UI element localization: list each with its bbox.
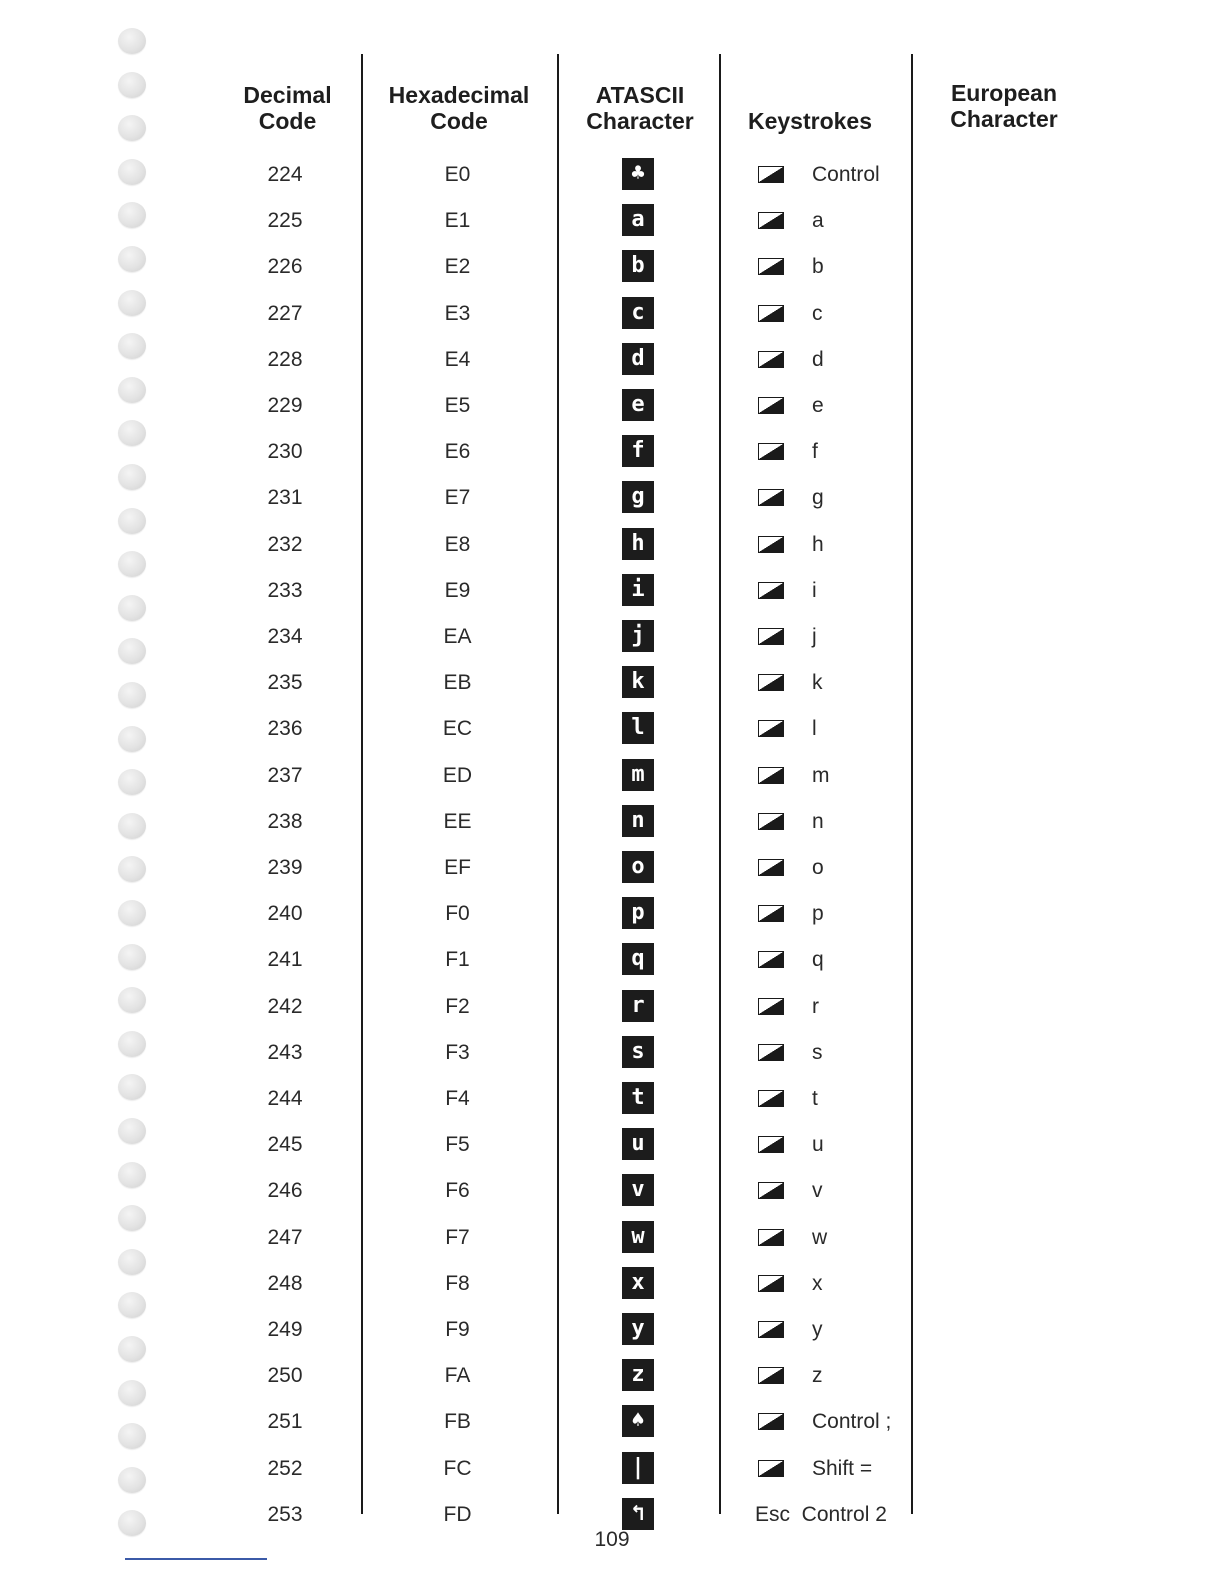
control-key-icon bbox=[758, 536, 784, 553]
atascii-inverse-glyph: m bbox=[622, 759, 654, 791]
hex-code-cell: E2 bbox=[444, 255, 471, 279]
header-atascii-character bbox=[572, 82, 708, 134]
control-key-icon bbox=[758, 397, 784, 414]
control-key-icon bbox=[758, 674, 784, 691]
table-row bbox=[0, 530, 1224, 560]
control-key-icon bbox=[758, 1321, 784, 1338]
decimal-code-cell: 227 bbox=[267, 301, 303, 325]
atascii-inverse-glyph: ↰ bbox=[622, 1498, 654, 1530]
control-key-icon bbox=[758, 443, 784, 460]
keystroke-cell: c bbox=[812, 301, 823, 325]
atascii-inverse-glyph: ♠ bbox=[622, 1405, 654, 1437]
keystroke-cell: Control ; bbox=[812, 1410, 892, 1434]
table-row bbox=[0, 1223, 1224, 1253]
hex-code-cell: E5 bbox=[444, 394, 471, 417]
hex-code-cell: E1 bbox=[444, 209, 471, 233]
decimal-code-cell: 239 bbox=[267, 856, 303, 879]
table-row bbox=[0, 252, 1224, 282]
hex-code-cell: ED bbox=[442, 763, 473, 787]
table-row bbox=[0, 345, 1224, 375]
keystroke-cell: s bbox=[812, 1040, 823, 1064]
header-atascii-line1: ATASCII bbox=[595, 82, 685, 108]
binding-hole bbox=[118, 72, 146, 98]
hex-code-cell: E8 bbox=[444, 532, 471, 556]
table-row bbox=[0, 1315, 1224, 1345]
keystroke-cell: Shift = bbox=[812, 1456, 873, 1480]
hex-code-cell: EA bbox=[443, 625, 472, 648]
atascii-inverse-glyph: ♣ bbox=[622, 158, 654, 190]
table-row bbox=[0, 1038, 1224, 1068]
decimal-code-cell: 249 bbox=[267, 1318, 303, 1341]
hex-code-cell: F0 bbox=[445, 902, 470, 926]
table-row bbox=[0, 1130, 1224, 1160]
table-row bbox=[0, 622, 1224, 652]
control-key-icon bbox=[758, 859, 784, 876]
decimal-code-cell: 247 bbox=[267, 1225, 303, 1249]
decimal-code-cell: 234 bbox=[267, 625, 303, 648]
control-key-icon bbox=[758, 166, 784, 183]
hex-code-cell: FB bbox=[444, 1410, 471, 1434]
hex-code-cell: EB bbox=[443, 671, 472, 695]
table-row bbox=[0, 1269, 1224, 1299]
atascii-inverse-glyph: n bbox=[622, 805, 654, 837]
control-key-icon bbox=[758, 905, 784, 922]
atascii-inverse-glyph: t bbox=[622, 1082, 654, 1114]
decimal-code-cell: 231 bbox=[267, 486, 303, 510]
decimal-code-cell: 246 bbox=[267, 1179, 303, 1203]
control-key-icon bbox=[758, 1090, 784, 1107]
decimal-code-cell: 238 bbox=[267, 809, 303, 833]
hex-code-cell: FA bbox=[444, 1364, 471, 1388]
hex-code-cell: FC bbox=[443, 1456, 472, 1480]
keystroke-cell: t bbox=[812, 1087, 818, 1110]
hex-code-cell: F6 bbox=[445, 1179, 470, 1203]
keystroke-cell: y bbox=[812, 1318, 823, 1341]
control-key-icon bbox=[758, 582, 784, 599]
hex-code-cell: F8 bbox=[445, 1271, 470, 1295]
binding-hole bbox=[118, 115, 146, 141]
table-row bbox=[0, 160, 1224, 190]
keystroke-cell: r bbox=[812, 994, 819, 1018]
decimal-code-cell: 236 bbox=[267, 717, 303, 741]
keystroke-cell: d bbox=[812, 347, 824, 371]
atascii-inverse-glyph: p bbox=[622, 897, 654, 929]
decimal-code-cell: 237 bbox=[267, 763, 303, 787]
decimal-code-cell: 229 bbox=[267, 394, 303, 417]
keystroke-cell: Control bbox=[812, 163, 880, 186]
table-row bbox=[0, 1176, 1224, 1206]
hex-code-cell: E3 bbox=[444, 301, 471, 325]
atascii-inverse-glyph: z bbox=[622, 1359, 654, 1391]
control-key-icon bbox=[758, 1367, 784, 1384]
atascii-inverse-glyph: a bbox=[622, 204, 654, 236]
hex-code-cell: F4 bbox=[445, 1087, 470, 1110]
atascii-inverse-glyph: d bbox=[622, 343, 654, 375]
table-row bbox=[0, 714, 1224, 744]
control-key-icon bbox=[758, 1275, 784, 1292]
control-key-icon bbox=[758, 1136, 784, 1153]
atascii-inverse-glyph: o bbox=[622, 851, 654, 883]
table-row bbox=[0, 992, 1224, 1022]
keystroke-cell: e bbox=[812, 394, 824, 417]
table-row bbox=[0, 1500, 1224, 1530]
header-decimal-code bbox=[230, 82, 345, 134]
table-row bbox=[0, 668, 1224, 698]
page-edge-mark bbox=[125, 1558, 267, 1560]
header-hex-line1: Hexadecimal bbox=[388, 82, 530, 108]
atascii-inverse-glyph: s bbox=[622, 1036, 654, 1068]
header-keystrokes: Keystrokes bbox=[747, 108, 873, 134]
table-row bbox=[0, 437, 1224, 467]
decimal-code-cell: 240 bbox=[267, 902, 303, 926]
header-european-line1: European bbox=[950, 80, 1058, 106]
hex-code-cell: E7 bbox=[444, 486, 471, 510]
decimal-code-cell: 224 bbox=[267, 163, 303, 186]
decimal-code-cell: 226 bbox=[267, 255, 303, 279]
table-row bbox=[0, 761, 1224, 791]
keystroke-cell: h bbox=[812, 532, 824, 556]
decimal-code-cell: 252 bbox=[267, 1456, 303, 1480]
keystroke-cell: b bbox=[812, 255, 824, 279]
keystroke-cell: x bbox=[812, 1271, 823, 1295]
table-row bbox=[0, 899, 1224, 929]
control-key-icon bbox=[758, 998, 784, 1015]
keystroke-cell: j bbox=[812, 625, 817, 648]
keystroke-cell: g bbox=[812, 486, 824, 510]
keystroke-cell: w bbox=[812, 1225, 828, 1249]
decimal-code-cell: 248 bbox=[267, 1271, 303, 1295]
atascii-inverse-glyph: q bbox=[622, 943, 654, 975]
atascii-inverse-glyph: | bbox=[622, 1452, 654, 1484]
atascii-inverse-glyph: v bbox=[622, 1174, 654, 1206]
control-key-icon bbox=[758, 813, 784, 830]
hex-code-cell: F3 bbox=[445, 1040, 470, 1064]
hex-code-cell: F2 bbox=[445, 994, 470, 1018]
atascii-inverse-glyph: u bbox=[622, 1128, 654, 1160]
keystroke-cell: a bbox=[812, 209, 824, 233]
atascii-inverse-glyph: e bbox=[622, 389, 654, 421]
control-key-icon bbox=[758, 305, 784, 322]
table-row bbox=[0, 576, 1224, 606]
atascii-inverse-glyph: c bbox=[622, 297, 654, 329]
control-key-icon bbox=[758, 628, 784, 645]
control-key-icon bbox=[758, 212, 784, 229]
decimal-code-cell: 232 bbox=[267, 532, 303, 556]
decimal-code-cell: 250 bbox=[267, 1364, 303, 1388]
table-row bbox=[0, 206, 1224, 236]
keystroke-cell: k bbox=[812, 671, 823, 695]
hex-code-cell: EF bbox=[444, 856, 471, 879]
decimal-code-cell: 233 bbox=[267, 578, 303, 602]
decimal-code-cell: 244 bbox=[267, 1087, 303, 1110]
table-row bbox=[0, 1454, 1224, 1484]
atascii-inverse-glyph: b bbox=[622, 250, 654, 282]
atascii-inverse-glyph: j bbox=[622, 620, 654, 652]
keystroke-cell: Esc Control 2 bbox=[755, 1502, 887, 1526]
hex-code-cell: F7 bbox=[445, 1225, 470, 1249]
header-hex-line2: Code bbox=[430, 108, 488, 134]
control-key-icon bbox=[758, 720, 784, 737]
control-key-icon bbox=[758, 1413, 784, 1430]
keystroke-cell: v bbox=[812, 1179, 823, 1203]
keystroke-cell: i bbox=[812, 578, 817, 602]
table-row bbox=[0, 1407, 1224, 1437]
page-number: 109 bbox=[594, 1528, 630, 1551]
atascii-inverse-glyph: h bbox=[622, 528, 654, 560]
decimal-code-cell: 235 bbox=[267, 671, 303, 695]
hex-code-cell: EC bbox=[442, 717, 473, 741]
decimal-code-cell: 230 bbox=[267, 440, 303, 464]
control-key-icon bbox=[758, 1229, 784, 1246]
keystroke-cell: f bbox=[812, 440, 818, 464]
decimal-code-cell: 228 bbox=[267, 347, 303, 371]
keystroke-cell: o bbox=[812, 856, 824, 879]
header-decimal-line2: Code bbox=[258, 108, 317, 134]
decimal-code-cell: 241 bbox=[267, 948, 303, 972]
atascii-inverse-glyph: g bbox=[622, 481, 654, 513]
control-key-icon bbox=[758, 951, 784, 968]
decimal-code-cell: 253 bbox=[267, 1502, 303, 1526]
table-row bbox=[0, 853, 1224, 883]
atascii-inverse-glyph: k bbox=[622, 666, 654, 698]
control-key-icon bbox=[758, 351, 784, 368]
table-row bbox=[0, 299, 1224, 329]
hex-code-cell: E9 bbox=[444, 578, 471, 602]
control-key-icon bbox=[758, 1182, 784, 1199]
hex-code-cell: E6 bbox=[444, 440, 471, 464]
decimal-code-cell: 243 bbox=[267, 1040, 303, 1064]
table-row bbox=[0, 807, 1224, 837]
atascii-inverse-glyph: i bbox=[622, 574, 654, 606]
hex-code-cell: E0 bbox=[444, 163, 471, 186]
control-key-icon bbox=[758, 767, 784, 784]
keystroke-cell: l bbox=[812, 717, 817, 741]
decimal-code-cell: 251 bbox=[267, 1410, 303, 1434]
table-row bbox=[0, 1084, 1224, 1114]
keystroke-cell: p bbox=[812, 902, 824, 926]
hex-code-cell: F9 bbox=[445, 1318, 470, 1341]
hex-code-cell: FD bbox=[443, 1502, 472, 1526]
header-hex-code bbox=[375, 82, 543, 134]
atascii-inverse-glyph: y bbox=[622, 1313, 654, 1345]
atascii-inverse-glyph: w bbox=[622, 1221, 654, 1253]
control-key-icon bbox=[758, 258, 784, 275]
header-european-line2: Character bbox=[950, 106, 1058, 132]
table-row bbox=[0, 483, 1224, 513]
atascii-inverse-glyph: r bbox=[622, 990, 654, 1022]
header-atascii-line2: Character bbox=[586, 108, 694, 134]
header-european-character bbox=[935, 80, 1073, 132]
keystroke-cell: n bbox=[812, 809, 824, 833]
atascii-inverse-glyph: x bbox=[622, 1267, 654, 1299]
control-key-icon bbox=[758, 489, 784, 506]
hex-code-cell: E4 bbox=[444, 347, 471, 371]
hex-code-cell: EE bbox=[443, 809, 472, 833]
keystroke-cell: u bbox=[812, 1133, 824, 1157]
atascii-inverse-glyph: l bbox=[622, 712, 654, 744]
control-key-icon bbox=[758, 1460, 784, 1477]
decimal-code-cell: 225 bbox=[267, 209, 303, 233]
table-row bbox=[0, 391, 1224, 421]
decimal-code-cell: 245 bbox=[267, 1133, 303, 1157]
hex-code-cell: F5 bbox=[445, 1133, 470, 1157]
table-row bbox=[0, 945, 1224, 975]
atascii-inverse-glyph: f bbox=[622, 435, 654, 467]
hex-code-cell: F1 bbox=[445, 948, 470, 972]
keystroke-cell: q bbox=[812, 948, 824, 972]
keystroke-cell: z bbox=[812, 1364, 823, 1388]
keystroke-cell: m bbox=[812, 763, 830, 787]
header-decimal-line1: Decimal bbox=[243, 82, 332, 108]
control-key-icon bbox=[758, 1044, 784, 1061]
binding-hole bbox=[118, 28, 146, 54]
table-row bbox=[0, 1361, 1224, 1391]
decimal-code-cell: 242 bbox=[267, 994, 303, 1018]
